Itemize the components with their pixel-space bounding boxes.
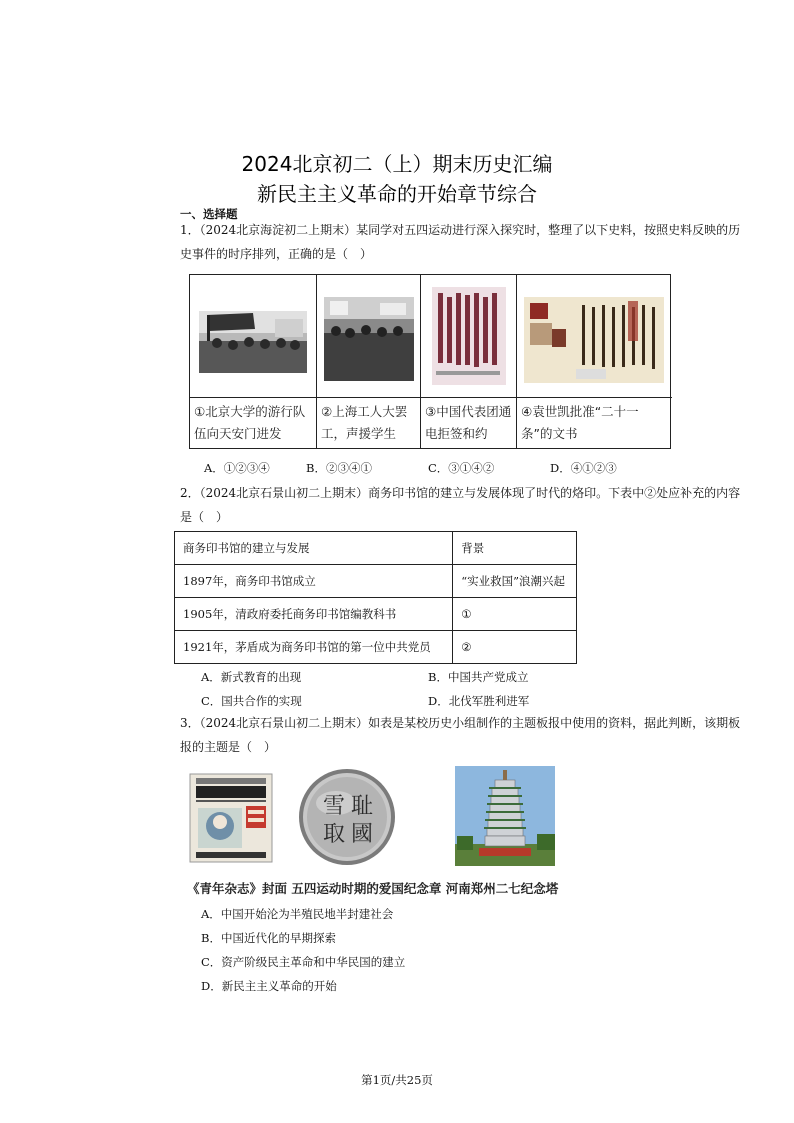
badge-char-2: 耻 xyxy=(350,794,374,819)
q3-image-caption: 《青年杂志》封面 五四运动时期的爱国纪念章 河南郑州二七纪念塔 xyxy=(187,881,559,896)
q2-option-c[interactable]: C．国共合作的实现 xyxy=(201,694,302,708)
q1-panel-2-caption-line2: 工，声援学生 xyxy=(321,426,397,441)
table-cell: ② xyxy=(453,631,577,664)
badge-char-3: 取 xyxy=(322,822,346,847)
q1-option-d[interactable]: D．④①②③ xyxy=(550,461,617,475)
table-header-cell: 商务印书馆的建立与发展 xyxy=(175,532,453,565)
q3-stem-line2: 报的主题是（ ） xyxy=(180,740,277,754)
telegram-document xyxy=(426,283,512,391)
q1-panel-2-caption-line1: ②上海工人大罢 xyxy=(321,404,408,419)
table-row xyxy=(175,532,577,565)
q1-option-c[interactable]: C．③①④② xyxy=(428,461,495,475)
q3-option-d[interactable]: D．新民主主义革命的开始 xyxy=(201,979,337,993)
q1-panel-1-caption-line2: 伍向天安门进发 xyxy=(194,426,282,441)
page-number: 第1页/共25页 xyxy=(361,1073,433,1087)
q2-stem-line1: 2．（2024北京石景山初二上期末）商务印书馆的建立与发展体现了时代的烙印。下表中②处应补充的内容 xyxy=(180,486,741,500)
table-row xyxy=(175,631,577,664)
strike-photo xyxy=(322,283,416,391)
table-row xyxy=(175,565,577,598)
page-title: 2024北京初二（上）期末历史汇编 xyxy=(241,152,553,176)
q1-panel-4 xyxy=(517,275,672,448)
q2-option-a[interactable]: A．新式教育的出现 xyxy=(201,670,302,684)
table-cell: “实业救国”浪潮兴起 xyxy=(453,565,577,598)
magazine-cover-image xyxy=(188,772,274,864)
q1-panel-2 xyxy=(317,275,421,448)
q2-option-d[interactable]: D．北伐军胜利进军 xyxy=(428,694,530,708)
section-heading: 一、选择题 xyxy=(180,207,238,221)
table-cell: 1921年，茅盾成为商务印书馆的第一位中共党员 xyxy=(175,631,453,664)
treaty-document xyxy=(522,283,666,391)
q2-table xyxy=(174,531,577,664)
q1-stem-line2: 史事件的时序排列，正确的是（ ） xyxy=(180,247,373,261)
patriotic-badge-image xyxy=(296,767,398,867)
page-subtitle: 新民主主义革命的开始章节综合 xyxy=(257,182,537,206)
memorial-tower-image xyxy=(455,766,555,866)
march-photo xyxy=(195,283,311,391)
table-cell: 1897年，商务印书馆成立 xyxy=(175,565,453,598)
q1-panel-4-caption-line2: 条”的文书 xyxy=(521,426,578,441)
q1-panel-3 xyxy=(421,275,517,448)
q1-source-table xyxy=(189,274,671,449)
q1-option-a[interactable]: A．①②③④ xyxy=(204,461,270,475)
q3-option-c[interactable]: C．资产阶级民主革命和中华民国的建立 xyxy=(201,955,406,969)
q1-panel-3-caption-line2: 电拒签和约 xyxy=(425,426,488,441)
q1-panel-3-caption-line1: ③中国代表团通 xyxy=(425,404,512,419)
badge-char-1: 雪 xyxy=(322,794,346,819)
q2-option-b[interactable]: B．中国共产党成立 xyxy=(428,670,529,684)
q3-option-b[interactable]: B．中国近代化的早期探索 xyxy=(201,931,336,945)
q1-option-b[interactable]: B．②③④① xyxy=(306,461,372,475)
table-cell: 1905年，清政府委托商务印书馆编教科书 xyxy=(175,598,453,631)
q1-panel-1-caption-line1: ①北京大学的游行队 xyxy=(194,404,306,419)
q1-stem-line1: 1．（2024北京海淀初二上期末）某同学对五四运动进行深入探究时，整理了以下史料，按照史料反映的历 xyxy=(180,223,741,237)
q1-panel-1 xyxy=(190,275,317,448)
q1-panel-4-caption-line1: ④袁世凯批准“二十一 xyxy=(521,404,639,419)
q3-option-a[interactable]: A．中国开始沦为半殖民地半封建社会 xyxy=(201,907,394,921)
table-header-cell: 背景 xyxy=(453,532,577,565)
table-cell: ① xyxy=(453,598,577,631)
q3-stem-line1: 3．（2024北京石景山初二上期末）如表是某校历史小组制作的主题板报中使用的资料，据此判断，该期板 xyxy=(180,716,741,730)
table-row xyxy=(175,598,577,631)
q2-stem-line2: 是（ ） xyxy=(180,510,229,524)
badge-char-4: 國 xyxy=(350,822,374,847)
